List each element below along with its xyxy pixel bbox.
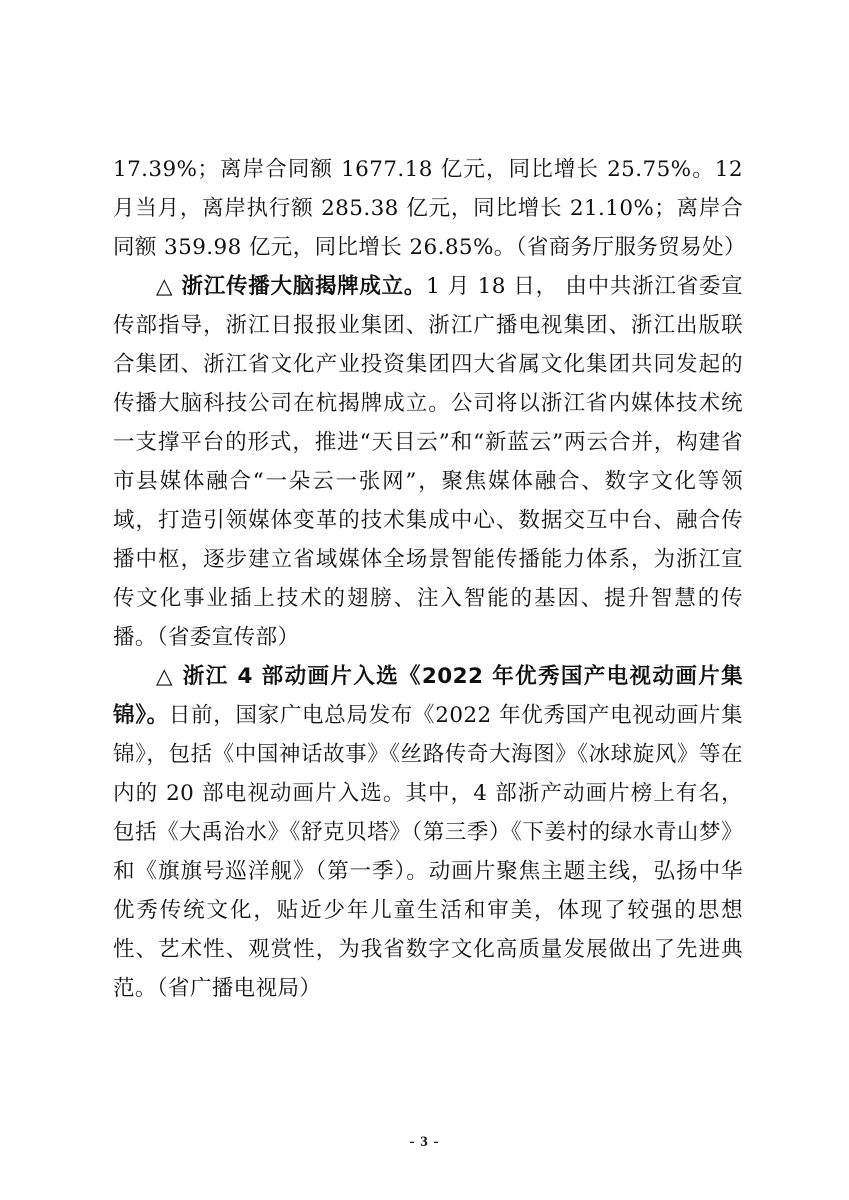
news-source: （省委宣传部） (156, 625, 300, 650)
continuation-paragraph: 17.39%；离岸合同额 1677.18 亿元，同比增长 25.75%。12 月当月，离岸执行额 285.38 亿元，同比增长 21.10%；离岸合同额 359.98 亿元，同比增长 26.85%。（省商务厅服务贸易处） (113, 157, 746, 260)
news-body: 日前，国家广电总局发布《2022 年优秀国产电视动画片集锦》，包括《中国神话故事》《丝路传奇大海图》《冰球旋风》等在内的 20 部电视动画片入选。其中，4 部浙产动画片榜上有名，包括《大禹治水》《舒克贝塔》（第三季）《下姜村的绿水青山梦》和《旗旗号巡洋舰》（第一季）。动画片聚焦主题主线，弘扬中华优秀传统文化，贴近少年儿童生活和审美，体现了较强的思想性、艺术性、观赏性，为我省数字文化高质量发展做出了先进典范。 (113, 703, 743, 1001)
document-page (113, 150, 746, 1008)
news-item-media-brain (113, 267, 743, 657)
news-headline: △ 浙江传播大脑揭牌成立。 (156, 274, 427, 299)
page-number: - 3 - (409, 1134, 440, 1150)
news-item-animation (113, 657, 743, 1008)
news-source: （省广播电视局） (156, 976, 322, 1001)
news-body: 1 月 18 日， 由中共浙江省委宣传部指导，浙江日报报业集团、浙江广播电视集团、浙江出版联合集团、浙江省文化产业投资集团四大省属文化集团共同发起的传播大脑科技公司在杭揭牌成立。公司将以浙江省内媒体技术统一支撑平台的形式，推进“天目云”和“新蓝云”两云合并，构建省市县媒体融合“一朵云一张网”，聚焦媒体融合、数字文化等领域，打造引领媒体变革的技术集成中心、数据交互中台、融合传播中枢，逐步建立省域媒体全场景智能传播能力体系，为浙江宣传文化事业插上技术的翅膀、注入智能的基因、提升智慧的传播。 (113, 274, 743, 650)
news-headline: △ 浙江 4 部动画片入选《2022 年优秀国产电视动画片集锦》。 (113, 664, 743, 728)
